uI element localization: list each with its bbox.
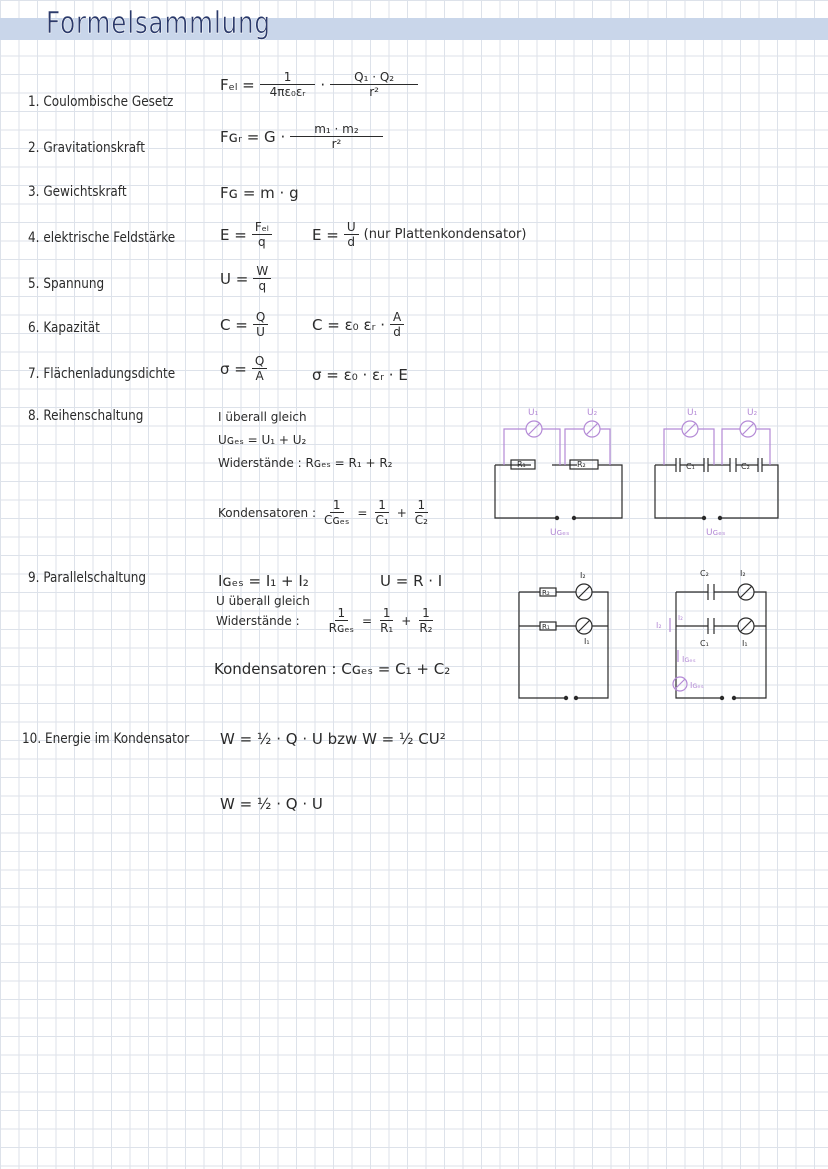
label-series: 8. Reihenschaltung — [28, 408, 144, 424]
formula-field — [220, 220, 274, 249]
parallel-frac-total-den: Rɢₑₛ — [328, 621, 355, 635]
parallel-resistors: Widerstände : $\frac{1}{\text{Rɢₑₛ}}$ = $\frac{1}{\text{R₁}}$ + $\frac{1}{\text{R₂}}$ — [216, 606, 437, 635]
coulomb-fraction — [260, 70, 316, 99]
field-plate-denominator: d — [347, 235, 356, 249]
capacity-fraction — [253, 310, 268, 339]
parallel-frac-total-num: 1 — [335, 606, 349, 621]
field-plate-numerator: U — [344, 220, 359, 235]
series-capacitors-frac-c1 — [372, 498, 391, 527]
formula-capacity — [220, 310, 270, 339]
sigma-lhs: σ = — [220, 359, 247, 378]
parallel-cap-i2-left-label: I₂ — [656, 621, 662, 630]
cap-series-c1-label: C₁ — [686, 462, 695, 471]
formula-weight: Fɢ = m · g — [220, 184, 299, 202]
label-capacity: 6. Kapazität — [28, 320, 100, 336]
field-lhs: E = — [220, 225, 247, 244]
parallel-capacitor-diagram — [650, 562, 775, 708]
label-weight: 3. Gewichtskraft — [28, 184, 127, 200]
field-fraction — [252, 220, 272, 249]
parallel-frac-r2-num: 1 — [419, 606, 433, 621]
series-frac-total-den: Cɢₑₛ — [324, 513, 350, 527]
voltage-fraction — [253, 264, 271, 293]
voltmeter-u2-needle — [586, 423, 598, 435]
series-voltage: Uɢₑₛ = U₁ + U₂ — [218, 433, 307, 447]
parallel-frac-r1 — [377, 606, 396, 635]
cap-series-total-label: Uɢₑₛ — [706, 528, 726, 538]
sigma-numerator: Q — [252, 354, 267, 369]
sigma-fraction — [252, 354, 267, 383]
formula-voltage — [220, 264, 273, 293]
series-total-label: Uɢₑₛ — [550, 528, 570, 538]
series-capacitors: Kondensatoren : $\frac{1}{\text{Cɢₑₛ}}$ = $\frac{1}{\text{C₁}}$ + $\frac{1}{\text{C₂}}$ — [218, 498, 433, 527]
terminal-left — [555, 516, 558, 519]
series-frac-c2-den: C₂ — [414, 513, 428, 527]
field-plate-note: (nur Plattenkondensator) — [363, 227, 527, 242]
terminal-right — [572, 516, 575, 519]
parallel-voltage: U überall gleich — [216, 594, 310, 608]
formula-charge-density — [220, 354, 269, 383]
formula-charge-density-field: σ = ε₀ · εᵣ · E — [312, 366, 408, 384]
field-numerator: Fₑₗ — [252, 220, 272, 235]
formula-gravitation — [220, 122, 385, 151]
coulomb-charge-fraction — [330, 70, 418, 99]
label-energy: 10. Energie im Kondensator — [22, 731, 190, 747]
label-parallel: 9. Parallelschaltung — [28, 570, 147, 586]
coulomb-charge-denominator: r² — [369, 85, 379, 99]
series-r1-label: R₁ — [517, 460, 526, 469]
capacity-plate-fraction — [390, 310, 404, 339]
cap-voltmeter-u1-wire — [664, 429, 714, 465]
parallel-frac-r1-num: 1 — [380, 606, 394, 621]
series-capacitors-frac-c2 — [412, 498, 431, 527]
field-denominator: q — [257, 235, 266, 249]
parallel-frac-r2 — [416, 606, 435, 635]
parallel-resistor-diagram — [512, 568, 622, 708]
series-frac-total-num: 1 — [330, 498, 344, 513]
voltage-lhs: U = — [220, 269, 249, 288]
coulomb-numerator: 1 — [260, 70, 316, 85]
coulomb-denominator: 4πε₀εᵣ — [269, 85, 306, 99]
parallel-c1-label: C₁ — [700, 639, 709, 648]
capacity-plate-denominator: d — [393, 325, 401, 339]
parallel-cap-i1-label: I₁ — [742, 639, 748, 648]
cap-voltmeter-u2-wire — [722, 429, 770, 465]
formula-coulomb: Fₑₗ = $\frac{1}{\text{4πε₀εᵣ}}$ · $\frac{\text{Q₁ · Q₂}}{\text{r²}}$ — [220, 70, 420, 99]
parallel-frac-total — [326, 606, 357, 635]
parallel-i1-label: I₁ — [584, 637, 590, 646]
parallel-branch-top — [519, 592, 608, 698]
cap-series-c2-label: C₂ — [741, 462, 750, 471]
series-capacitors-lhs: Kondensatoren : — [218, 505, 316, 520]
series-resistor-diagram — [490, 400, 630, 545]
gravitation-fraction — [290, 122, 382, 151]
label-coulomb: 1. Coulombische Gesetz — [28, 94, 174, 110]
cap-series-u1-label: U₁ — [687, 408, 698, 418]
capacity-lhs: C = — [220, 315, 248, 334]
formula-capacity-plate — [312, 310, 406, 339]
cap-series-u2-label: U₂ — [747, 408, 758, 418]
energy-formula-2: W = ½ · Q · U — [220, 795, 323, 813]
parallel-c2-label: C₂ — [700, 569, 709, 578]
parallel-i2-label: I₂ — [580, 571, 586, 580]
label-charge-density: 7. Flächenladungsdichte — [28, 366, 176, 382]
voltmeter-u1-needle — [528, 423, 540, 435]
series-resistor-wire — [495, 465, 622, 518]
series-capacitors-frac-total — [321, 498, 352, 527]
voltage-numerator: W — [253, 264, 271, 279]
capacity-plate-numerator: A — [390, 310, 404, 325]
label-gravitation: 2. Gravitationskraft — [28, 140, 145, 156]
sigma-denominator: A — [255, 369, 264, 383]
field-plate-lhs: E = — [312, 225, 339, 244]
parallel-cap-i2-inner-label: I₂ — [678, 614, 683, 622]
parallel-frac-r2-den: R₂ — [419, 621, 433, 635]
gravitation-denominator: r² — [331, 137, 342, 151]
energy-formula-1: W = ½ · Q · U bzw W = ½ CU² — [220, 730, 446, 748]
parallel-r1-label: R₁ — [542, 623, 550, 631]
coulomb-charge-numerator: Q₁ · Q₂ — [330, 70, 418, 85]
series-capacitor-wire — [655, 465, 778, 518]
parallel-ohm: U = R · I — [380, 572, 443, 590]
series-frac-c2-num: 1 — [415, 498, 429, 513]
series-r2-label: R₂ — [577, 460, 586, 469]
capacity-denominator: U — [256, 325, 265, 339]
parallel-cap-i2-label: I₂ — [740, 569, 746, 578]
parallel-cap-iges-meter-label: Iɢₑₛ — [690, 681, 704, 690]
series-u2-label: U₂ — [587, 408, 598, 418]
formula-field-plate — [312, 220, 526, 249]
parallel-frac-r1-den: R₁ — [380, 621, 394, 635]
label-field: 4. elektrische Feldstärke — [28, 230, 176, 246]
gravitation-numerator: m₁ · m₂ — [290, 122, 382, 137]
series-capacitor-diagram — [650, 400, 790, 545]
parallel-r2-label: R₂ — [542, 589, 550, 597]
label-voltage: 5. Spannung — [28, 276, 105, 292]
parallel-cap-iges-label: Iɢₑₛ — [682, 655, 696, 664]
voltage-denominator: q — [258, 279, 267, 293]
series-frac-c1-den: C₁ — [375, 513, 389, 527]
capacity-numerator: Q — [253, 310, 268, 325]
series-resistors: Widerstände : Rɢₑₛ = R₁ + R₂ — [218, 456, 393, 470]
parallel-capacitors: Kondensatoren : Cɢₑₛ = C₁ + C₂ — [214, 660, 451, 678]
gravitation-lhs: Fɢᵣ = G · — [220, 127, 286, 146]
field-plate-fraction — [344, 220, 359, 249]
series-current: I überall gleich — [218, 410, 307, 424]
parallel-current: Iɢₑₛ = I₁ + I₂ — [218, 572, 309, 590]
coulomb-lhs: Fₑₗ = — [220, 75, 255, 94]
parallel-resistors-lhs: Widerstände : — [216, 613, 300, 628]
page-title: Formelsammlung — [46, 6, 271, 41]
capacity-plate-lhs: C = ε₀ εᵣ · — [312, 315, 385, 334]
series-u1-label: U₁ — [528, 408, 539, 418]
series-frac-c1-num: 1 — [375, 498, 389, 513]
